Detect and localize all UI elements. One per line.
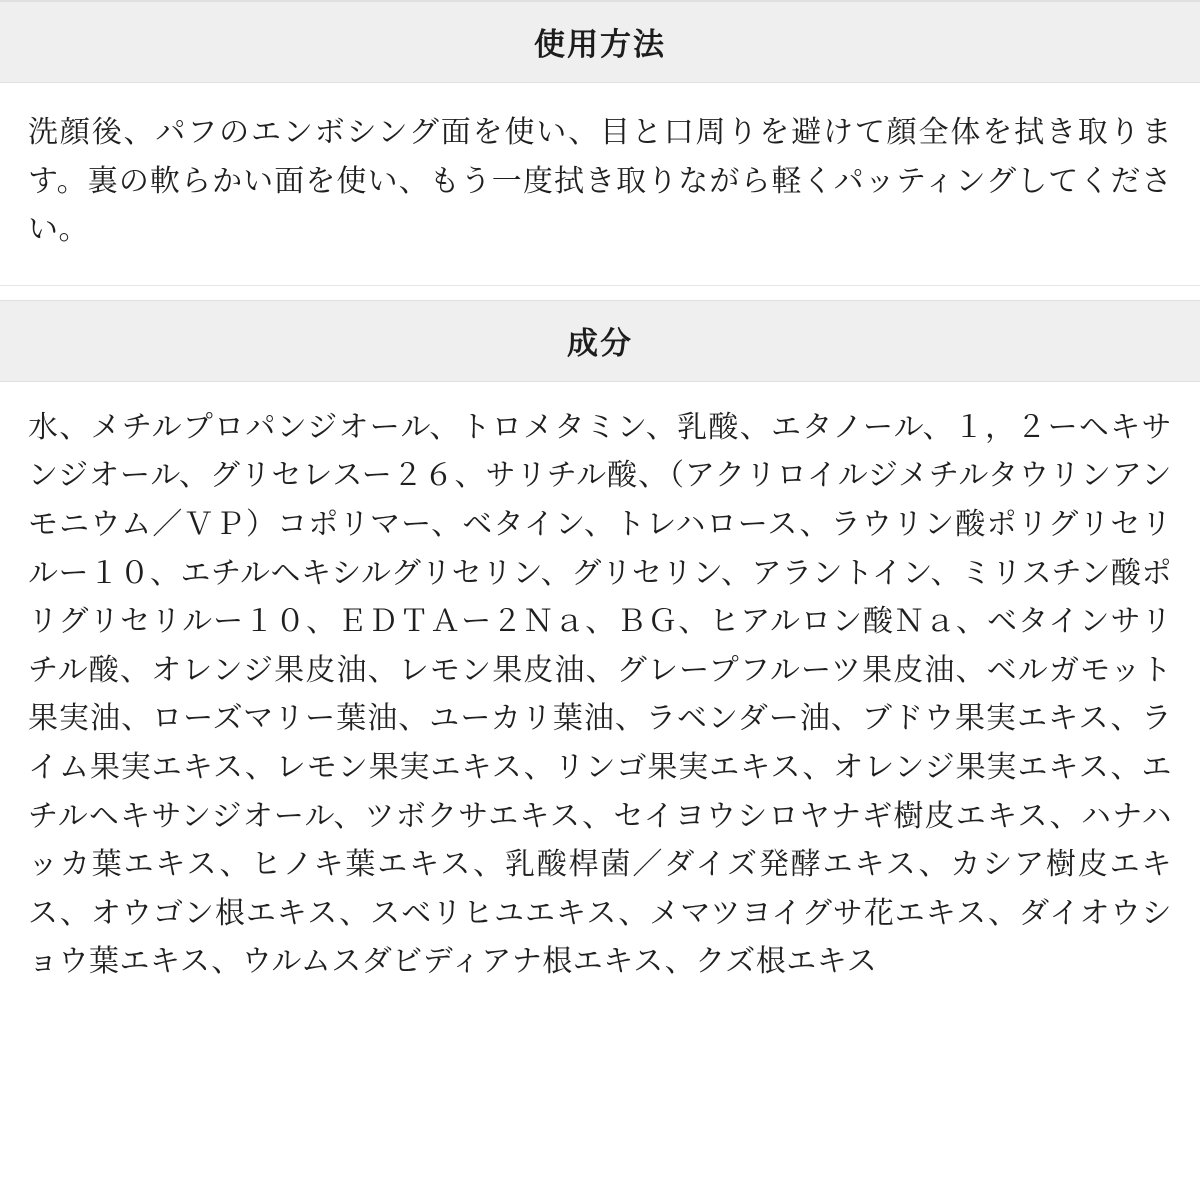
section-gap — [0, 286, 1200, 300]
section-body-usage: 洗顔後、パフのエンボシング面を使い、目と口周りを避けて顔全体を拭き取ります。裏の軟らかい面を使い、もう一度拭き取りながら軽くパッティングしてください。 — [0, 83, 1200, 286]
section-ingredients — [0, 300, 1200, 1011]
section-title-usage: 使用方法 — [0, 1, 1200, 83]
section-body-ingredients: 水、メチルプロパンジオール、トロメタミン、乳酸、エタノール、１，２ーヘキサンジオール、グリセレスー２６、サリチル酸、（アクリロイルジメチルタウリンアンモニウム／ＶＰ）コポリマー、ベタイン、トレハロース、ラウリン酸ポリグリセリルー１０、エチルヘキシルグリセリン、グリセリン、アラントイン、ミリスチン酸ポリグリセリルー１０、ＥＤＴＡー２Ｎａ、ＢＧ、ヒアルロン酸Ｎａ、ベタインサリチル酸、オレンジ果皮油、レモン果皮油、グレープフルーツ果皮油、ベルガモット果実油、ローズマリー葉油、ユーカリ葉油、ラベンダー油、ブドウ果実エキス、ライム果実エキス、レモン果実エキス、リンゴ果実エキス、オレンジ果実エキス、エチルヘキサンジオール、ツボクサエキス、セイヨウシロヤナギ樹皮エキス、ハナハッカ葉エキス、ヒノキ葉エキス、乳酸桿菌／ダイズ発酵エキス、カシア樹皮エキス、オウゴン根エキス、スベリヒユエキス、メマツヨイグサ花エキス、ダイオウショウ葉エキス、ウルムスダビディアナ根エキス、クズ根エキス — [28, 410, 1172, 979]
section-title-ingredients: 成分 — [0, 300, 1200, 382]
section-usage — [0, 1, 1200, 286]
